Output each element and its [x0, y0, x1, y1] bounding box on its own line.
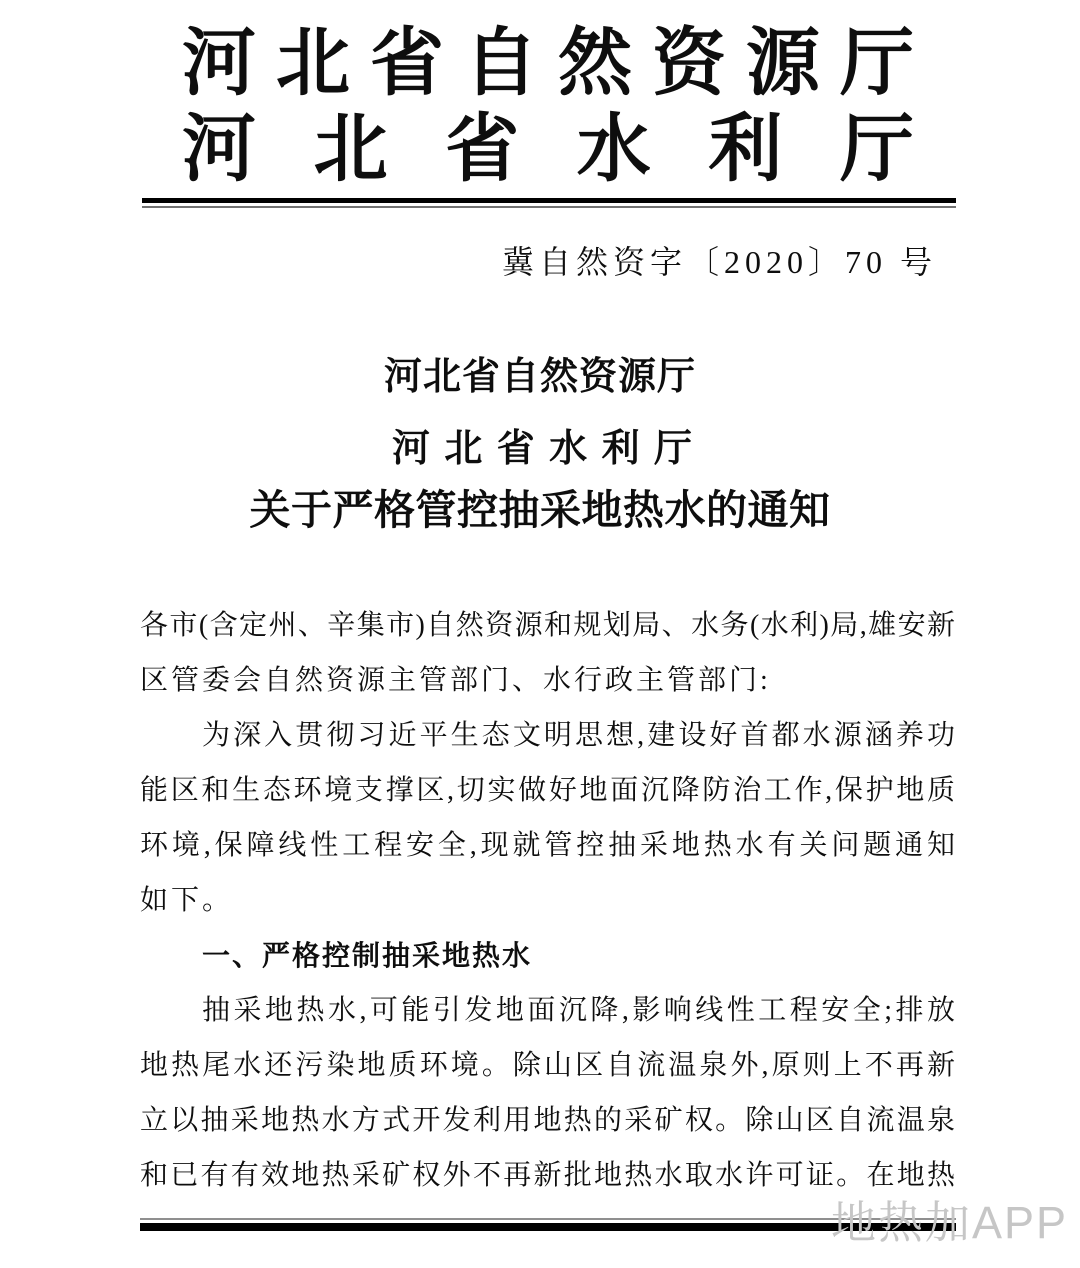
recipient-line-2: 区管委会自然资源主管部门、水行政主管部门:: [140, 665, 771, 696]
section-1-line-2: 地热尾水还污染地质环境。除山区自流温泉外,原则上不再新: [140, 1050, 955, 1081]
intro-line-2: 能区和生态环境支撑区,切实做好地面沉降防治工作,保护地质: [140, 775, 955, 806]
letterhead-divider-thick-bar: [142, 198, 956, 203]
title-line-1: 河北省自然资源厅: [383, 356, 696, 398]
section-1-line-4: 和已有有效地热采矿权外不再新批地热水取水许可证。在地热: [140, 1160, 955, 1191]
section-1-heading: 一、严格控制抽采地热水: [202, 940, 533, 971]
section-1-line-1: 抽采地热水,可能引发地面沉降,影响线性工程安全;排放: [202, 995, 955, 1026]
notice-body: [140, 598, 955, 1203]
title-line-3: 关于严格管控抽采地热水的通知: [249, 487, 831, 533]
section-1-line-3: 立以抽采地热水方式开发利用地热的采矿权。除山区自流温泉: [140, 1105, 955, 1136]
letterhead-org-line-2: 河 北 省 水 利 厅: [182, 109, 914, 191]
intro-line-1: 为深入贯彻习近平生态文明思想,建设好首都水源涵养功: [202, 720, 955, 751]
title-line-2: 河 北 省 水 利 厅: [392, 428, 692, 470]
intro-line-4: 如下。: [140, 885, 234, 916]
doc-number: 冀自然资字〔2020〕70 号: [501, 244, 937, 280]
letterhead-divider-thin-bar: [142, 206, 956, 208]
intro-line-3: 环境,保障线性工程安全,现就管控抽采地热水有关问题通知: [140, 830, 955, 861]
recipient-line-1: 各市(含定州、辛集市)自然资源和规划局、水务(水利)局,雄安新: [140, 610, 955, 641]
letterhead-divider: [142, 198, 956, 208]
watermark-label: 地热加APP: [831, 1197, 1069, 1248]
letterhead-org-line-1: 河 北 省 自 然 资 源 厅: [182, 23, 914, 105]
